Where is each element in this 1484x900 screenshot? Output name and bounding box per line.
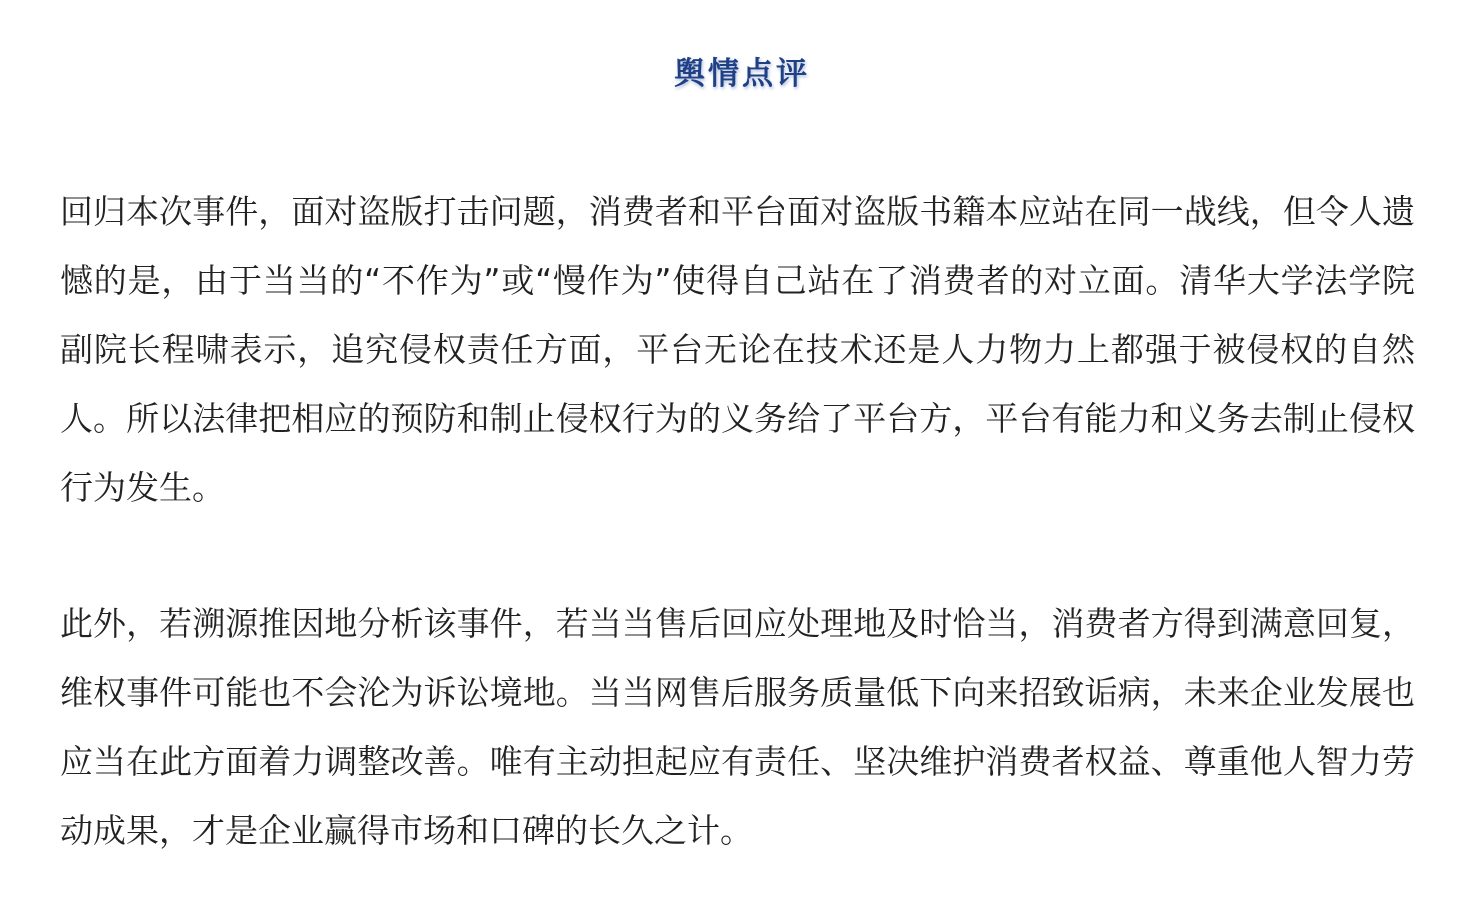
section-title: 舆情点评 — [674, 56, 810, 92]
paragraph-event-review: 回归本次事件，面对盗版打击问题，消费者和平台面对盗版书籍本应站在同一战线，但令人遗憾的是，由于当当的“不作为”或“慢作为”使得自己站在了消费者的对立面。清华大学法学院副院长程啸表示，追究侵权责任方面，平台无论在技术还是人力物力上都强于被侵权的自然人。所以法律把相应的预防和制止侵权行为的义务给了平台方，平台有能力和义务去制止侵权行为发生。 — [60, 192, 1415, 507]
paragraph-after-sales-analysis: 此外，若溯源推因地分析该事件，若当当售后回应处理地及时恰当，消费者方得到满意回复，维权事件可能也不会沦为诉讼境地。当当网售后服务质量低下向来招致诟病，未来企业发展也应当在此方面着力调整改善。唯有主动担起应有责任、坚决维护消费者权益、尊重他人智力劳动成果，才是企业赢得市场和口碑的长久之计。 — [60, 604, 1415, 850]
